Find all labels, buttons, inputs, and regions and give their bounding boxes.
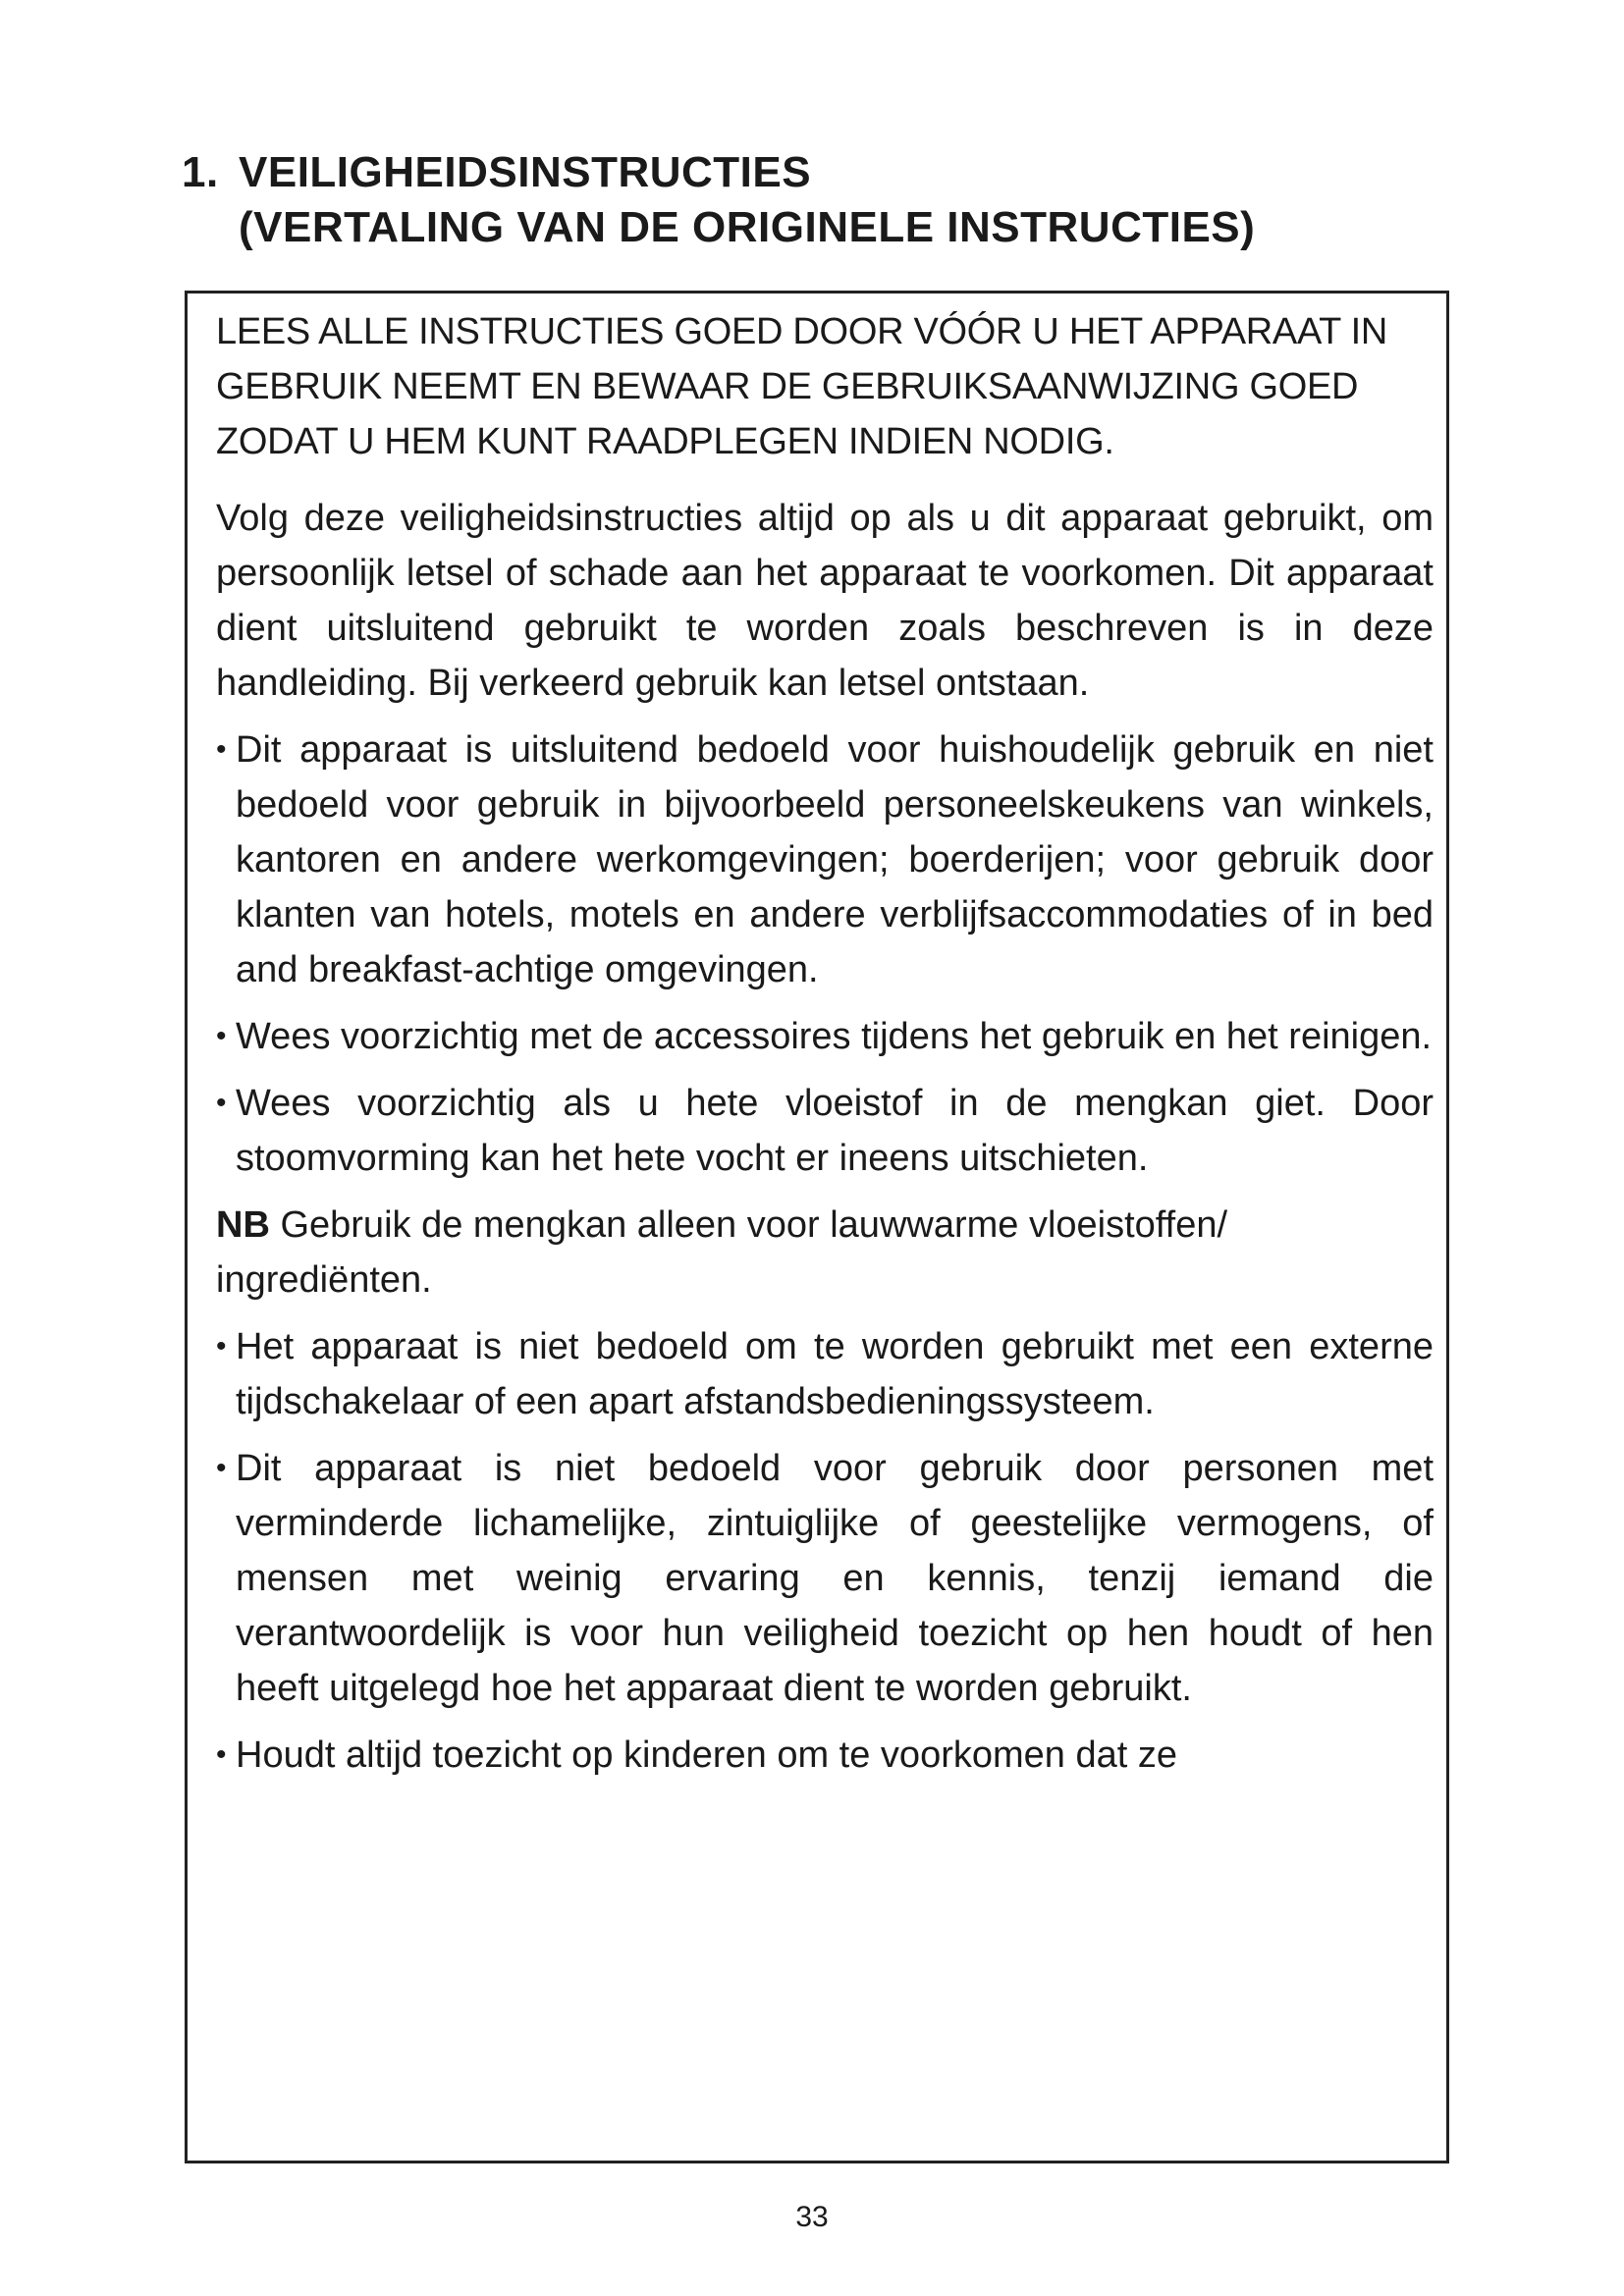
bullet-icon: • <box>216 1330 227 1362</box>
bullet-icon: • <box>216 1087 227 1119</box>
bullet-icon: • <box>216 733 227 766</box>
list-item <box>216 1076 1434 1186</box>
list-item-text: Wees voorzichtig met de accessoires tijdens het gebruik en het reinigen. <box>236 1016 1433 1057</box>
section-title: VEILIGHEIDSINSTRUCTIES <box>239 148 812 196</box>
note-paragraph <box>216 1198 1434 1308</box>
list-item <box>216 722 1434 997</box>
bullet-list-a <box>216 722 1434 1186</box>
safety-paragraph: Volg deze veiligheidsinstructies altijd op als u dit apparaat gebruikt, om persoonlijk letsel of schade aan het apparaat te voorkomen. Dit apparaat dient uitsluitend gebruikt te worden zoals beschreven is in deze handleiding. Bij verkeerd gebruik kan letsel ontstaan. <box>216 498 1434 704</box>
section-number: 1. <box>182 148 219 196</box>
list-item <box>216 1009 1434 1064</box>
note-text: Gebruik de mengkan alleen voor lauwwarme vloeistoffen/ ingrediënten. <box>216 1204 1228 1301</box>
bullet-list-b <box>216 1319 1434 1783</box>
bullet-icon: • <box>216 1020 227 1052</box>
list-item-text: Houdt altijd toezicht op kinderen om te voorkomen dat ze <box>236 1735 1177 1776</box>
list-item <box>216 1319 1434 1429</box>
page-number: 33 <box>795 2201 829 2233</box>
instructions-content <box>216 304 1434 1794</box>
list-item-text: Dit apparaat is niet bedoeld voor gebruik door personen met verminderde lichamelijke, zintuiglijke of geestelijke vermogens, of mensen met weinig ervaring en kennis, tenzij iemand die verantwoordelijk is voor hun veiligheid toezicht op hen houdt of hen heeft uitgelegd hoe het apparaat dient te worden gebruikt. <box>236 1448 1434 1709</box>
heading-line-1 <box>182 145 1255 200</box>
list-item <box>216 1441 1434 1716</box>
note-label: NB <box>216 1204 270 1246</box>
bullet-icon: • <box>216 1738 227 1771</box>
list-item <box>216 1728 1434 1783</box>
section-subtitle: (VERTALING VAN DE ORIGINELE INSTRUCTIES) <box>239 203 1256 251</box>
list-item-text: Wees voorzichtig als u hete vloeistof in de mengkan giet. Door stoomvorming kan het hete vocht er ineens uitschieten. <box>236 1083 1434 1179</box>
intro-warning: LEES ALLE INSTRUCTIES GOED DOOR VÓÓR U HET APPARAAT IN GEBRUIK NEEMT EN BEWAAR DE GEBRUIKSAANWIJZING GOED ZODAT U HEM KUNT RAADPLEGEN INDIEN NODIG. <box>216 311 1388 462</box>
section-heading <box>182 145 1255 255</box>
list-item-text: Het apparaat is niet bedoeld om te worden gebruikt met een externe tijdschakelaar of een apart afstandsbedieningssysteem. <box>236 1326 1434 1422</box>
bullet-icon: • <box>216 1452 227 1484</box>
list-item-text: Dit apparaat is uitsluitend bedoeld voor huishoudelijk gebruik en niet bedoeld voor gebruik in bijvoorbeeld personeelskeukens van winkels, kantoren en andere werkomgevingen; boerderijen; voor gebruik door klanten van hotels, motels en andere verblijfsaccommodaties of in bed and breakfast-achtige omgevingen. <box>236 729 1434 990</box>
